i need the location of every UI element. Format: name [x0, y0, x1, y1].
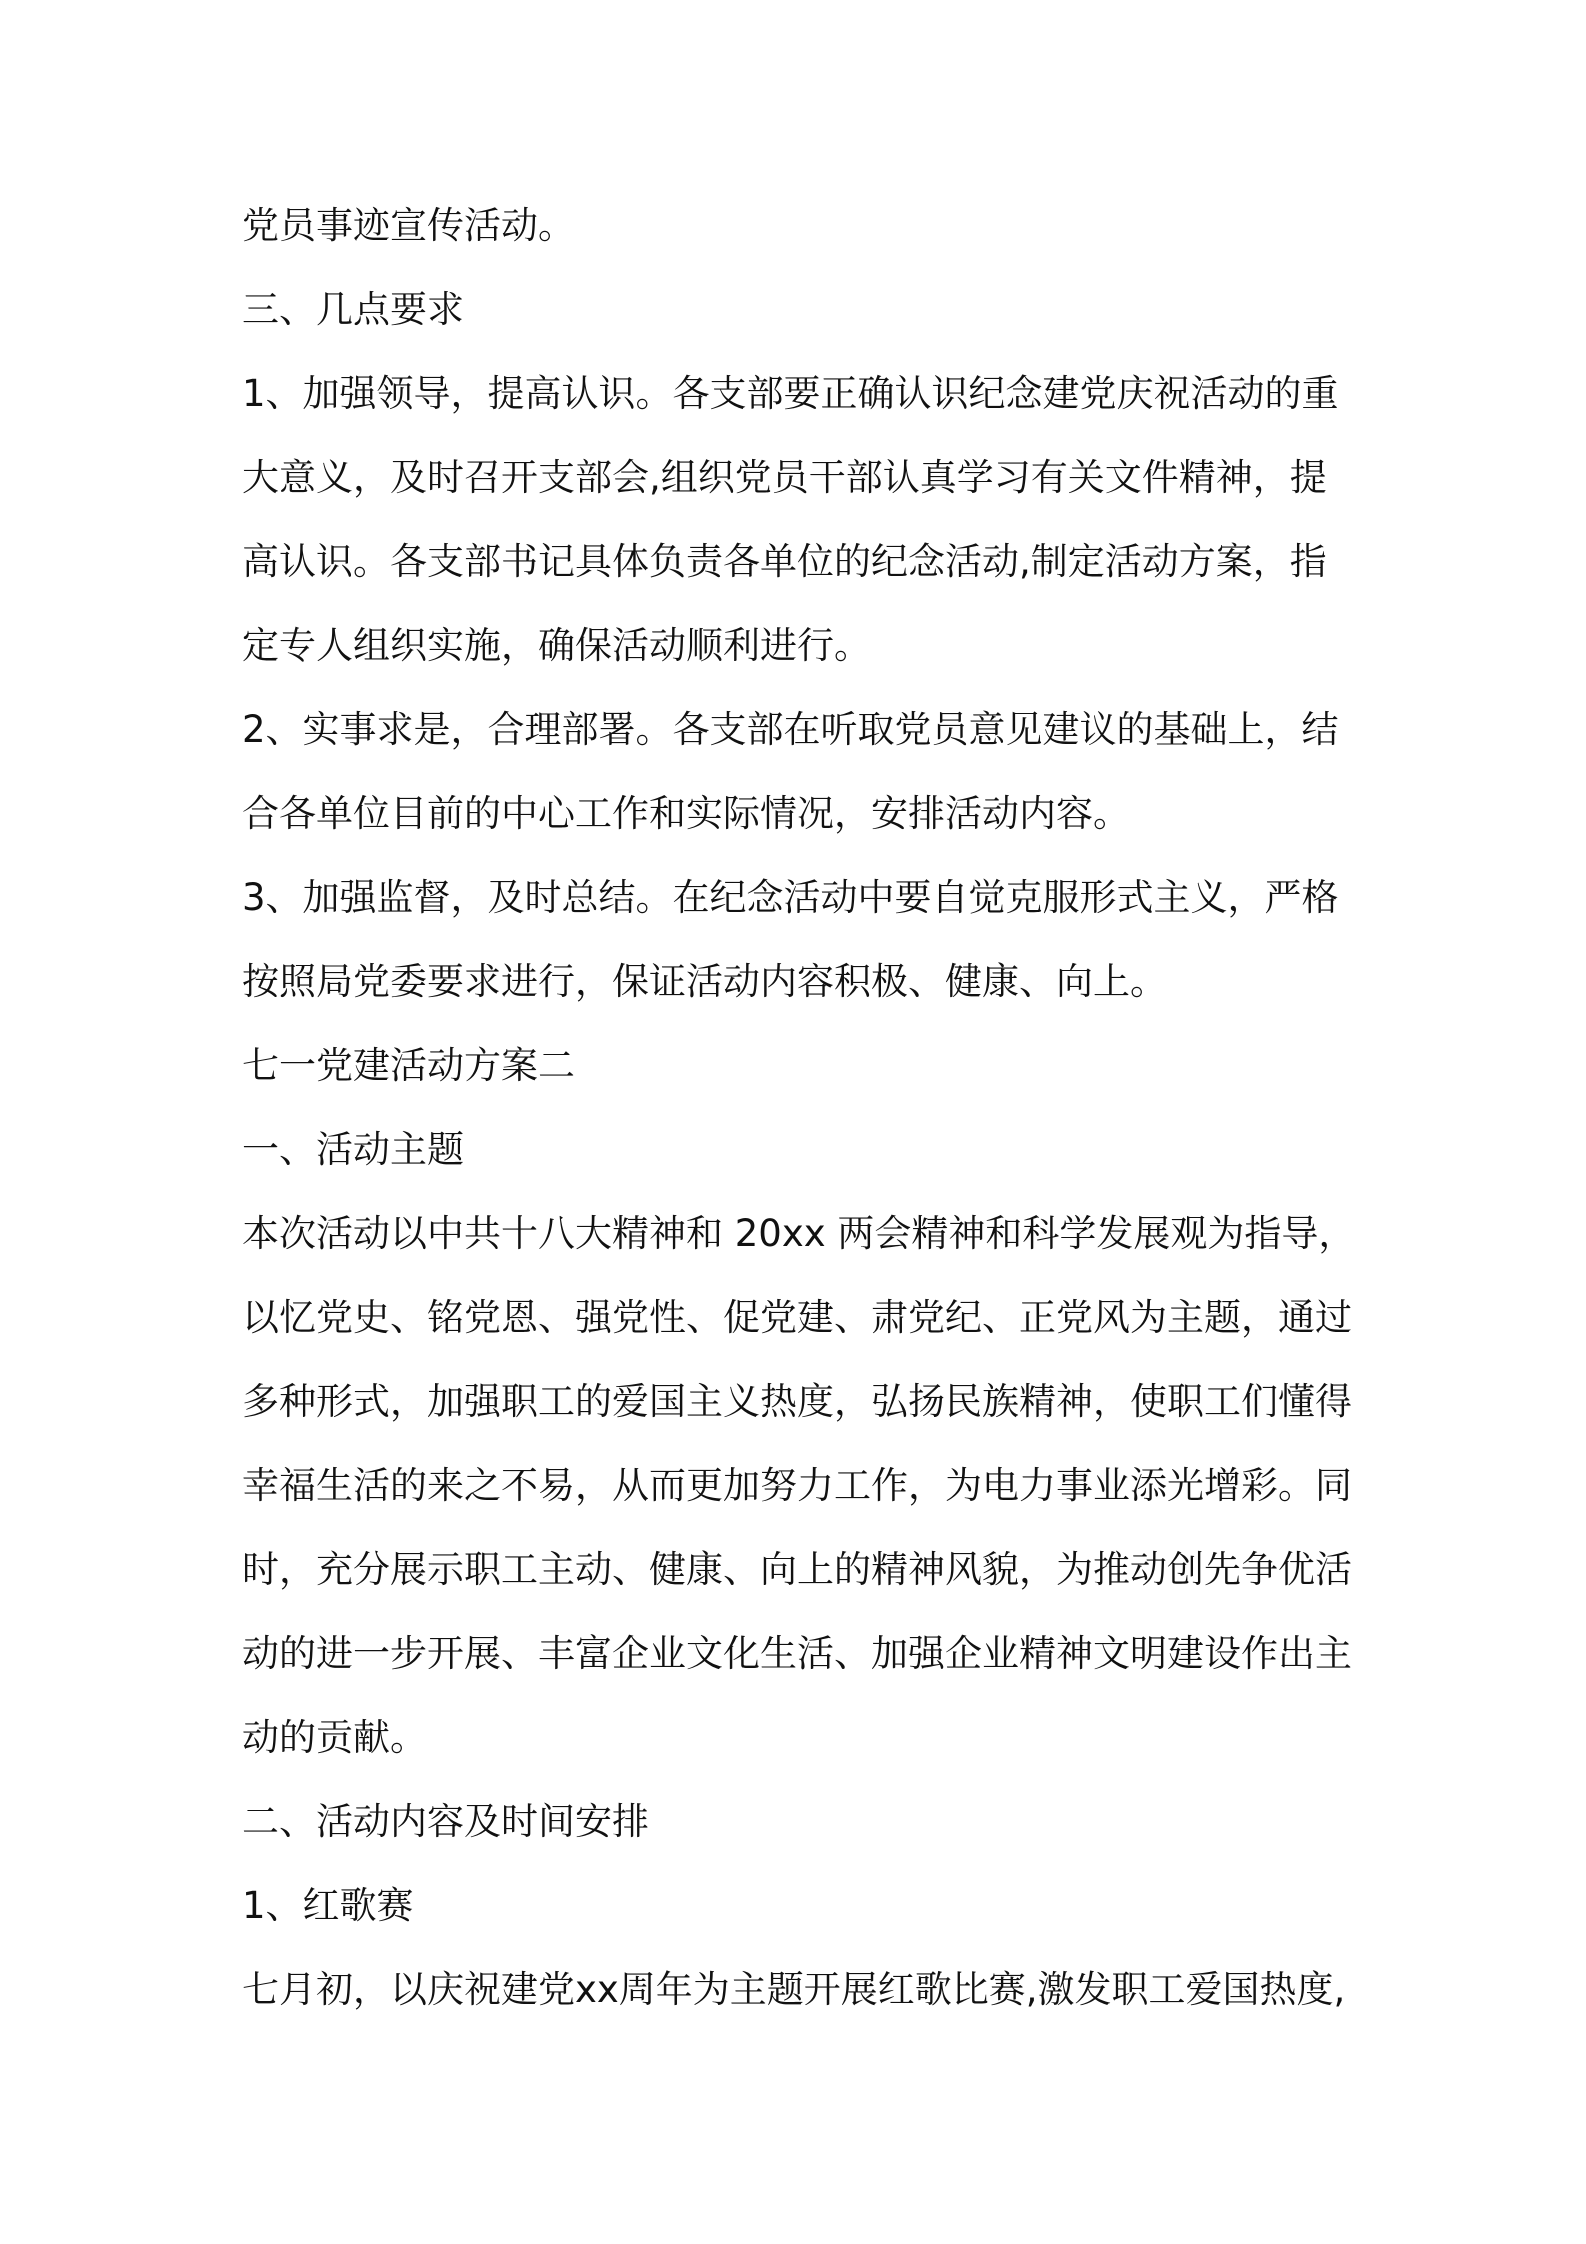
document-title: 七一党建活动方案二: [242, 1044, 575, 1087]
section-heading: 一、活动主题: [242, 1128, 464, 1171]
text-line: 多种形式，加强职工的爱国主义热度，弘扬民族精神，使职工们懂得: [242, 1380, 1352, 1423]
text-line: 定专人组织实施，确保活动顺利进行。: [242, 624, 871, 667]
text-line: 党员事迹宣传活动。: [242, 204, 575, 247]
text-line: 动的进一步开展、丰富企业文化生活、加强企业精神文明建设作出主: [242, 1632, 1352, 1675]
text-line: 七月初，以庆祝建党xx周年为主题开展红歌比赛,激发职工爱国热度,: [242, 1968, 1346, 2011]
text-line: 本次活动以中共十八大精神和 20xx 两会精神和科学发展观为指导，: [242, 1212, 1356, 1255]
text-line: 以忆党史、铭党恩、强党性、促党建、肃党纪、正党风为主题，通过: [242, 1296, 1352, 1339]
text-line: 2、实事求是，合理部署。各支部在听取党员意见建议的基础上，结: [242, 708, 1339, 751]
text-line: 3、加强监督，及时总结。在纪念活动中要自觉克服形式主义，严格: [242, 876, 1339, 919]
text-line: 合各单位目前的中心工作和实际情况，安排活动内容。: [242, 792, 1130, 835]
text-line: 时，充分展示职工主动、健康、向上的精神风貌，为推动创先争优活: [242, 1548, 1352, 1591]
subsection-heading: 1、红歌赛: [242, 1884, 414, 1927]
text-line: 1、加强领导，提高认识。各支部要正确认识纪念建党庆祝活动的重: [242, 372, 1339, 415]
document-page: [242, 184, 1362, 2032]
section-heading: 三、几点要求: [242, 288, 464, 331]
text-line: 动的贡献。: [242, 1716, 427, 1759]
text-line: 按照局党委要求进行，保证活动内容积极、健康、向上。: [242, 960, 1167, 1003]
section-heading: 二、活动内容及时间安排: [242, 1800, 649, 1843]
text-line: 高认识。各支部书记具体负责各单位的纪念活动,制定活动方案，指: [242, 540, 1327, 583]
text-line: 大意义，及时召开支部会,组织党员干部认真学习有关文件精神，提: [242, 456, 1327, 499]
text-line: 幸福生活的来之不易，从而更加努力工作，为电力事业添光增彩。同: [242, 1464, 1352, 1507]
